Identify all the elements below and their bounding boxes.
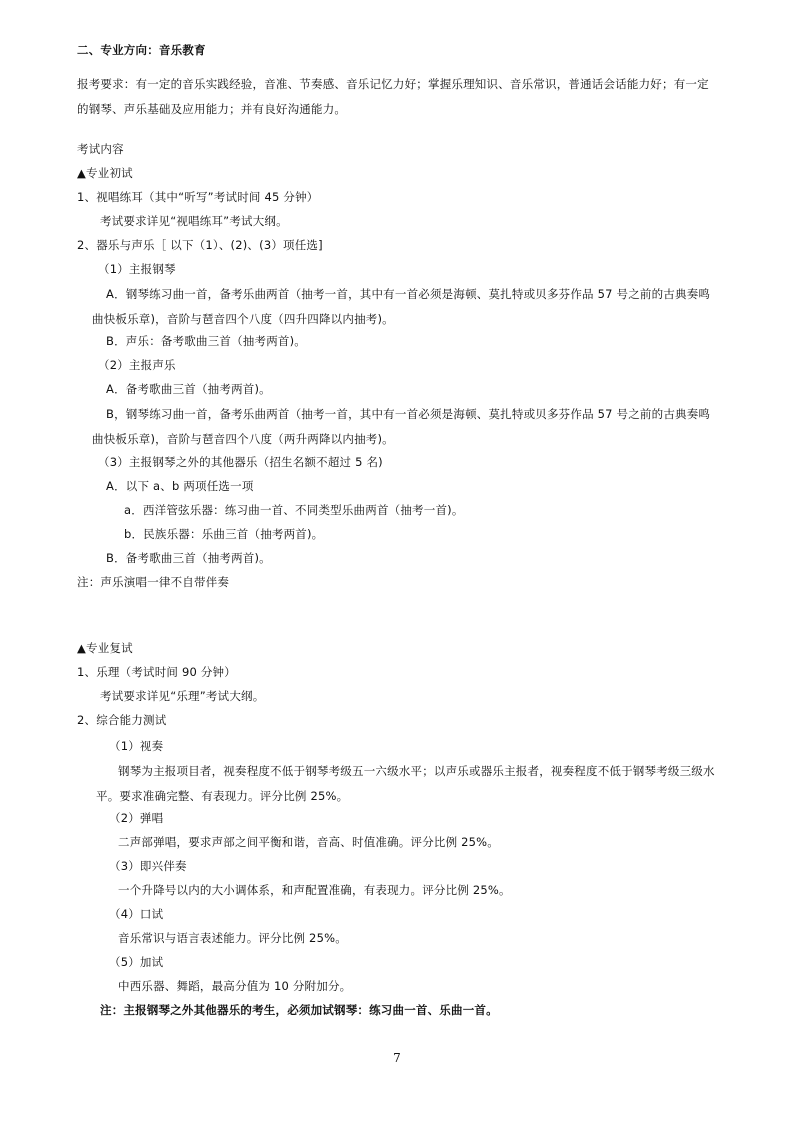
extra-detail: 中西乐器、舞蹈，最高分值为 10 分附加分。 <box>118 979 352 993</box>
exam-content-title: 考试内容 <box>77 142 124 156</box>
requirements-paragraph: 报考要求：有一定的音乐实践经验，音准、节奏感、音乐记忆力好；掌握乐理知识、音乐常识，普通话会话能力好；有一定的钢琴、声乐基础及应用能力；并有良好沟通能力。 <box>77 77 709 116</box>
oral-title: （4）口试 <box>109 907 164 921</box>
final-note: 注：主报钢琴之外其他器乐的考生，必须加试钢琴：练习曲一首、乐曲一首。 <box>100 1003 498 1017</box>
sight-reading-detail: 钢琴为主报项目者，视奏程度不低于钢琴考级五一六级水平；以声乐或器乐主报者，视奏程度不低于钢琴考级三级水平。要求准确完整、有表现力。评分比例 25%。 <box>96 764 715 803</box>
retest-item2: 2、综合能力测试 <box>77 713 167 727</box>
other-instrument-title: （3）主报钢琴之外的其他器乐（招生名额不超过 5 名) <box>98 455 383 469</box>
vocal-title: （2）主报声乐 <box>98 358 176 372</box>
retest-item1-detail: 考试要求详见“乐理”考试大纲。 <box>100 689 265 703</box>
vocal-b: B，钢琴练习曲一首，备考乐曲两首（抽考一首，其中有一首必须是海顿、莫扎特或贝多芬作品 57 号之前的古典奏鸣曲快板乐章)，音阶与琶音四个八度（两升两降以内抽考)。 <box>92 407 711 446</box>
piano-title: （1）主报钢琴 <box>98 262 176 276</box>
vocal-a: A．备考歌曲三首（抽考两首)。 <box>106 382 271 396</box>
oral-detail: 音乐常识与语言表述能力。评分比例 25%。 <box>118 931 347 945</box>
sight-reading-title: （1）视奏 <box>109 739 164 753</box>
retest-title: ▲专业复试 <box>77 641 133 655</box>
page-number: 7 <box>393 1051 401 1065</box>
improv-detail: 一个升降号以内的大小调体系，和声配置准确，有表现力。评分比例 25%。 <box>118 883 511 897</box>
prelim-note: 注：声乐演唱一律不自带伴奏 <box>77 575 230 589</box>
sing-play-title: （2）弹唱 <box>109 811 164 825</box>
other-b: B．备考歌曲三首（抽考两首)。 <box>106 551 271 565</box>
other-a-b: b．民族乐器：乐曲三首（抽考两首)。 <box>124 527 324 541</box>
prelim-item1: 1、视唱练耳（其中“听写”考试时间 45 分钟） <box>77 190 319 204</box>
sing-play-detail: 二声部弹唱，要求声部之间平衡和谐，音高、时值准确。评分比例 25%。 <box>118 835 500 849</box>
prelim-item2: 2、器乐与声乐［ 以下（1）、(2)、(3）项任选] <box>77 238 323 252</box>
improv-title: （3）即兴伴奏 <box>109 859 187 873</box>
piano-a: A．钢琴练习曲一首，备考乐曲两首（抽考一首，其中有一首必须是海顿、莫扎特或贝多芬作品 57 号之前的古典奏鸣曲快板乐章)，音阶与琶音四个八度（四升四降以内抽考)。 <box>92 287 711 326</box>
other-a: A．以下 a、b 两项任选一项 <box>106 479 254 493</box>
section-heading: 二、专业方向：音乐教育 <box>77 43 206 57</box>
retest-item1: 1、乐理（考试时间 90 分钟） <box>77 665 236 679</box>
other-a-a: a．西洋管弦乐器：练习曲一首、不同类型乐曲两首（抽考一首)。 <box>124 503 464 517</box>
piano-b: B．声乐：备考歌曲三首（抽考两首)。 <box>106 334 306 348</box>
extra-title: （5）加试 <box>109 955 164 969</box>
prelim-item1-detail: 考试要求详见“视唱练耳”考试大纲。 <box>100 214 288 228</box>
prelim-title: ▲专业初试 <box>77 166 133 180</box>
